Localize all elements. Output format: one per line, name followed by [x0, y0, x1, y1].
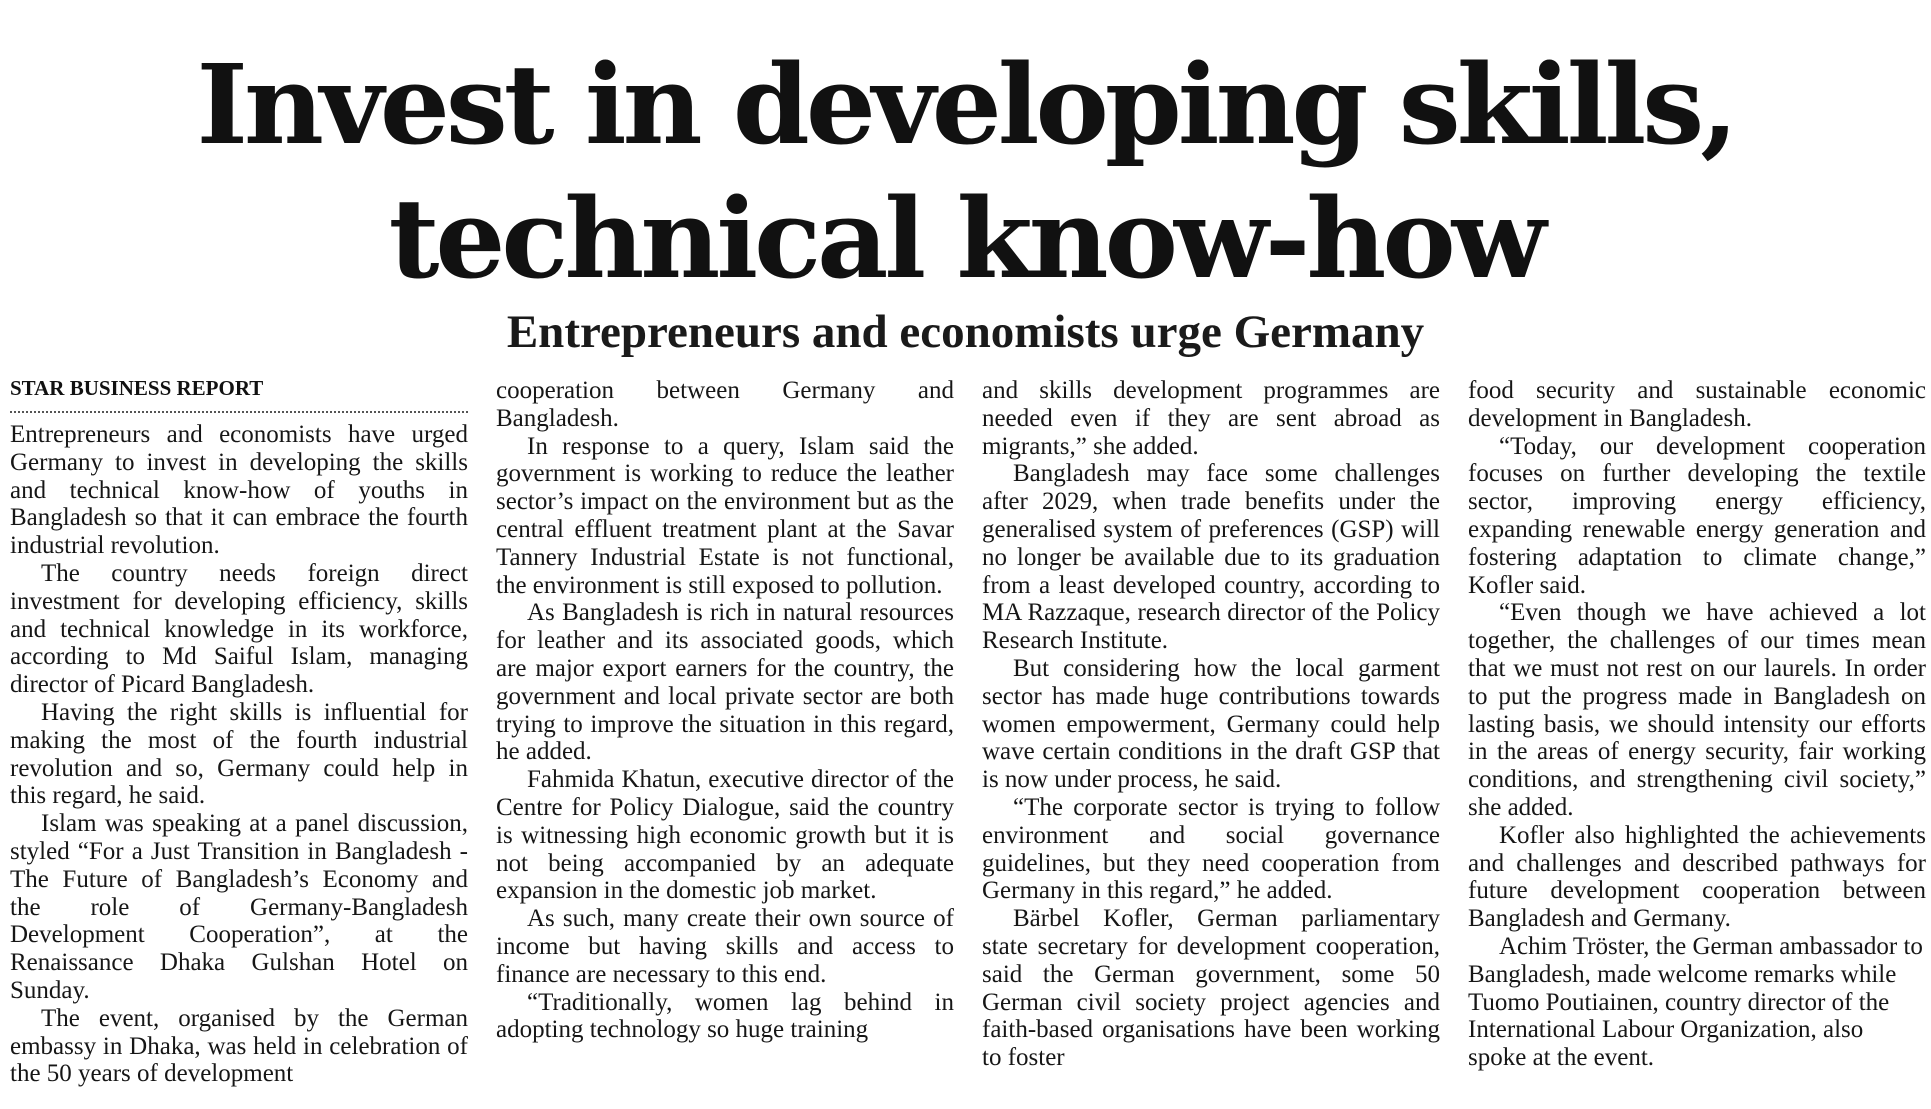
paragraph: and skills development programmes are needed even if they are sent abroad as migrants,” she added.	[982, 377, 1440, 460]
paragraph: In response to a query, Islam said the government is working to reduce the leather sector’s impact on the environment but as the central effluent treatment plant at the Savar Tannery Industrial Estate is not functional, the environment is still exposed to pollution.	[496, 432, 954, 599]
paragraph: Achim Tröster, the German ambassador to Bangladesh, made welcome remarks while Tuomo Poutiainen, country director of the International Labour Organization, also spoke at the event.	[1468, 932, 1923, 1072]
subheadline: Entrepreneurs and economists urge Germany	[506, 306, 1425, 358]
paragraph: Kofler also highlighted the achievements and challenges and described pathways for future development cooperation between Bangladesh and Germany.	[1468, 821, 1926, 933]
paragraph: As Bangladesh is rich in natural resources for leather and its associated goods, which are major export earners for the country, the government and local private sector are both trying to improve the situation in this regard, he added.	[496, 599, 954, 766]
article-column-2	[496, 377, 954, 1044]
paragraph: cooperation between Germany and Bangladesh.	[496, 377, 954, 432]
paragraph: The country needs foreign direct investment for developing efficiency, skills and technical knowledge in its workforce, according to Md Saiful Islam, managing director of Picard Bangladesh.	[10, 559, 468, 699]
paragraph: Fahmida Khatun, executive director of the Centre for Policy Dialogue, said the country is witnessing high economic growth but it is not being accompanied by an adequate expansion in the domestic job market.	[496, 766, 954, 905]
article-column-4	[1468, 377, 1926, 1072]
headline-line-2: technical know-how	[388, 174, 1543, 303]
paragraph: “Today, our development cooperation focuses on further developing the textile sector, improving energy efficiency, expanding renewable energy generation and fostering adaptation to climate change,” Kofler said.	[1468, 432, 1926, 599]
paragraph: Entrepreneurs and economists have urged Germany to invest in developing the skills and technical know-how of youths in Bangladesh so that it can embrace the fourth industrial revolution.	[10, 421, 468, 560]
paragraph: Islam was speaking at a panel discussion, styled “For a Just Transition in Bangladesh - The Future of Bangladesh’s Economy and the role of Germany-Bangladesh Development Cooperation”, at the Renaissance Dhaka Gulshan Hotel on Sunday.	[10, 810, 468, 1004]
paragraph: But considering how the local garment sector has made huge contributions towards women empowerment, Germany could help wave certain conditions in the draft GSP that is now under process, he said.	[982, 654, 1440, 794]
paragraph: Bangladesh may face some challenges after 2029, when trade benefits under the generalised system of preferences (GSP) will no longer be available due to its graduation from a least developed country, according to MA Razzaque, research director of the Policy Research Institute.	[982, 460, 1440, 655]
paragraph: Bärbel Kofler, German parliamentary state secretary for development cooperation, said the German government, some 50 German civil society project agencies and faith-based organisations have been working to foster	[982, 905, 1440, 1072]
paragraph: “Even though we have achieved a lot together, the challenges of our times mean that we must not rest on our laurels. In order to put the progress made in Bangladesh on lasting basis, we should intensity our efforts in the areas of energy security, fair working conditions, and strengthening civil society,” she added.	[1468, 599, 1926, 821]
paragraph: The event, organised by the German embassy in Dhaka, was held in celebration of the 50 years of development	[10, 1004, 468, 1088]
headline-line-1: Invest in developing skills,	[196, 40, 1735, 169]
paragraph: Having the right skills is influential for making the most of the fourth industrial revolution and so, Germany could help in this regard, he said.	[10, 698, 468, 810]
paragraph: food security and sustainable economic development in Bangladesh.	[1468, 377, 1926, 432]
paragraph: As such, many create their own source of income but having skills and access to finance are necessary to this end.	[496, 905, 954, 988]
article-column-1	[10, 377, 468, 1088]
paragraph: “Traditionally, women lag behind in adopting technology so huge training	[496, 988, 954, 1044]
article-column-3	[982, 377, 1440, 1072]
byline: STAR BUSINESS REPORT	[10, 377, 468, 413]
paragraph: “The corporate sector is trying to follow environment and social governance guidelines, but they need cooperation from Germany in this regard,” he added.	[982, 793, 1440, 905]
